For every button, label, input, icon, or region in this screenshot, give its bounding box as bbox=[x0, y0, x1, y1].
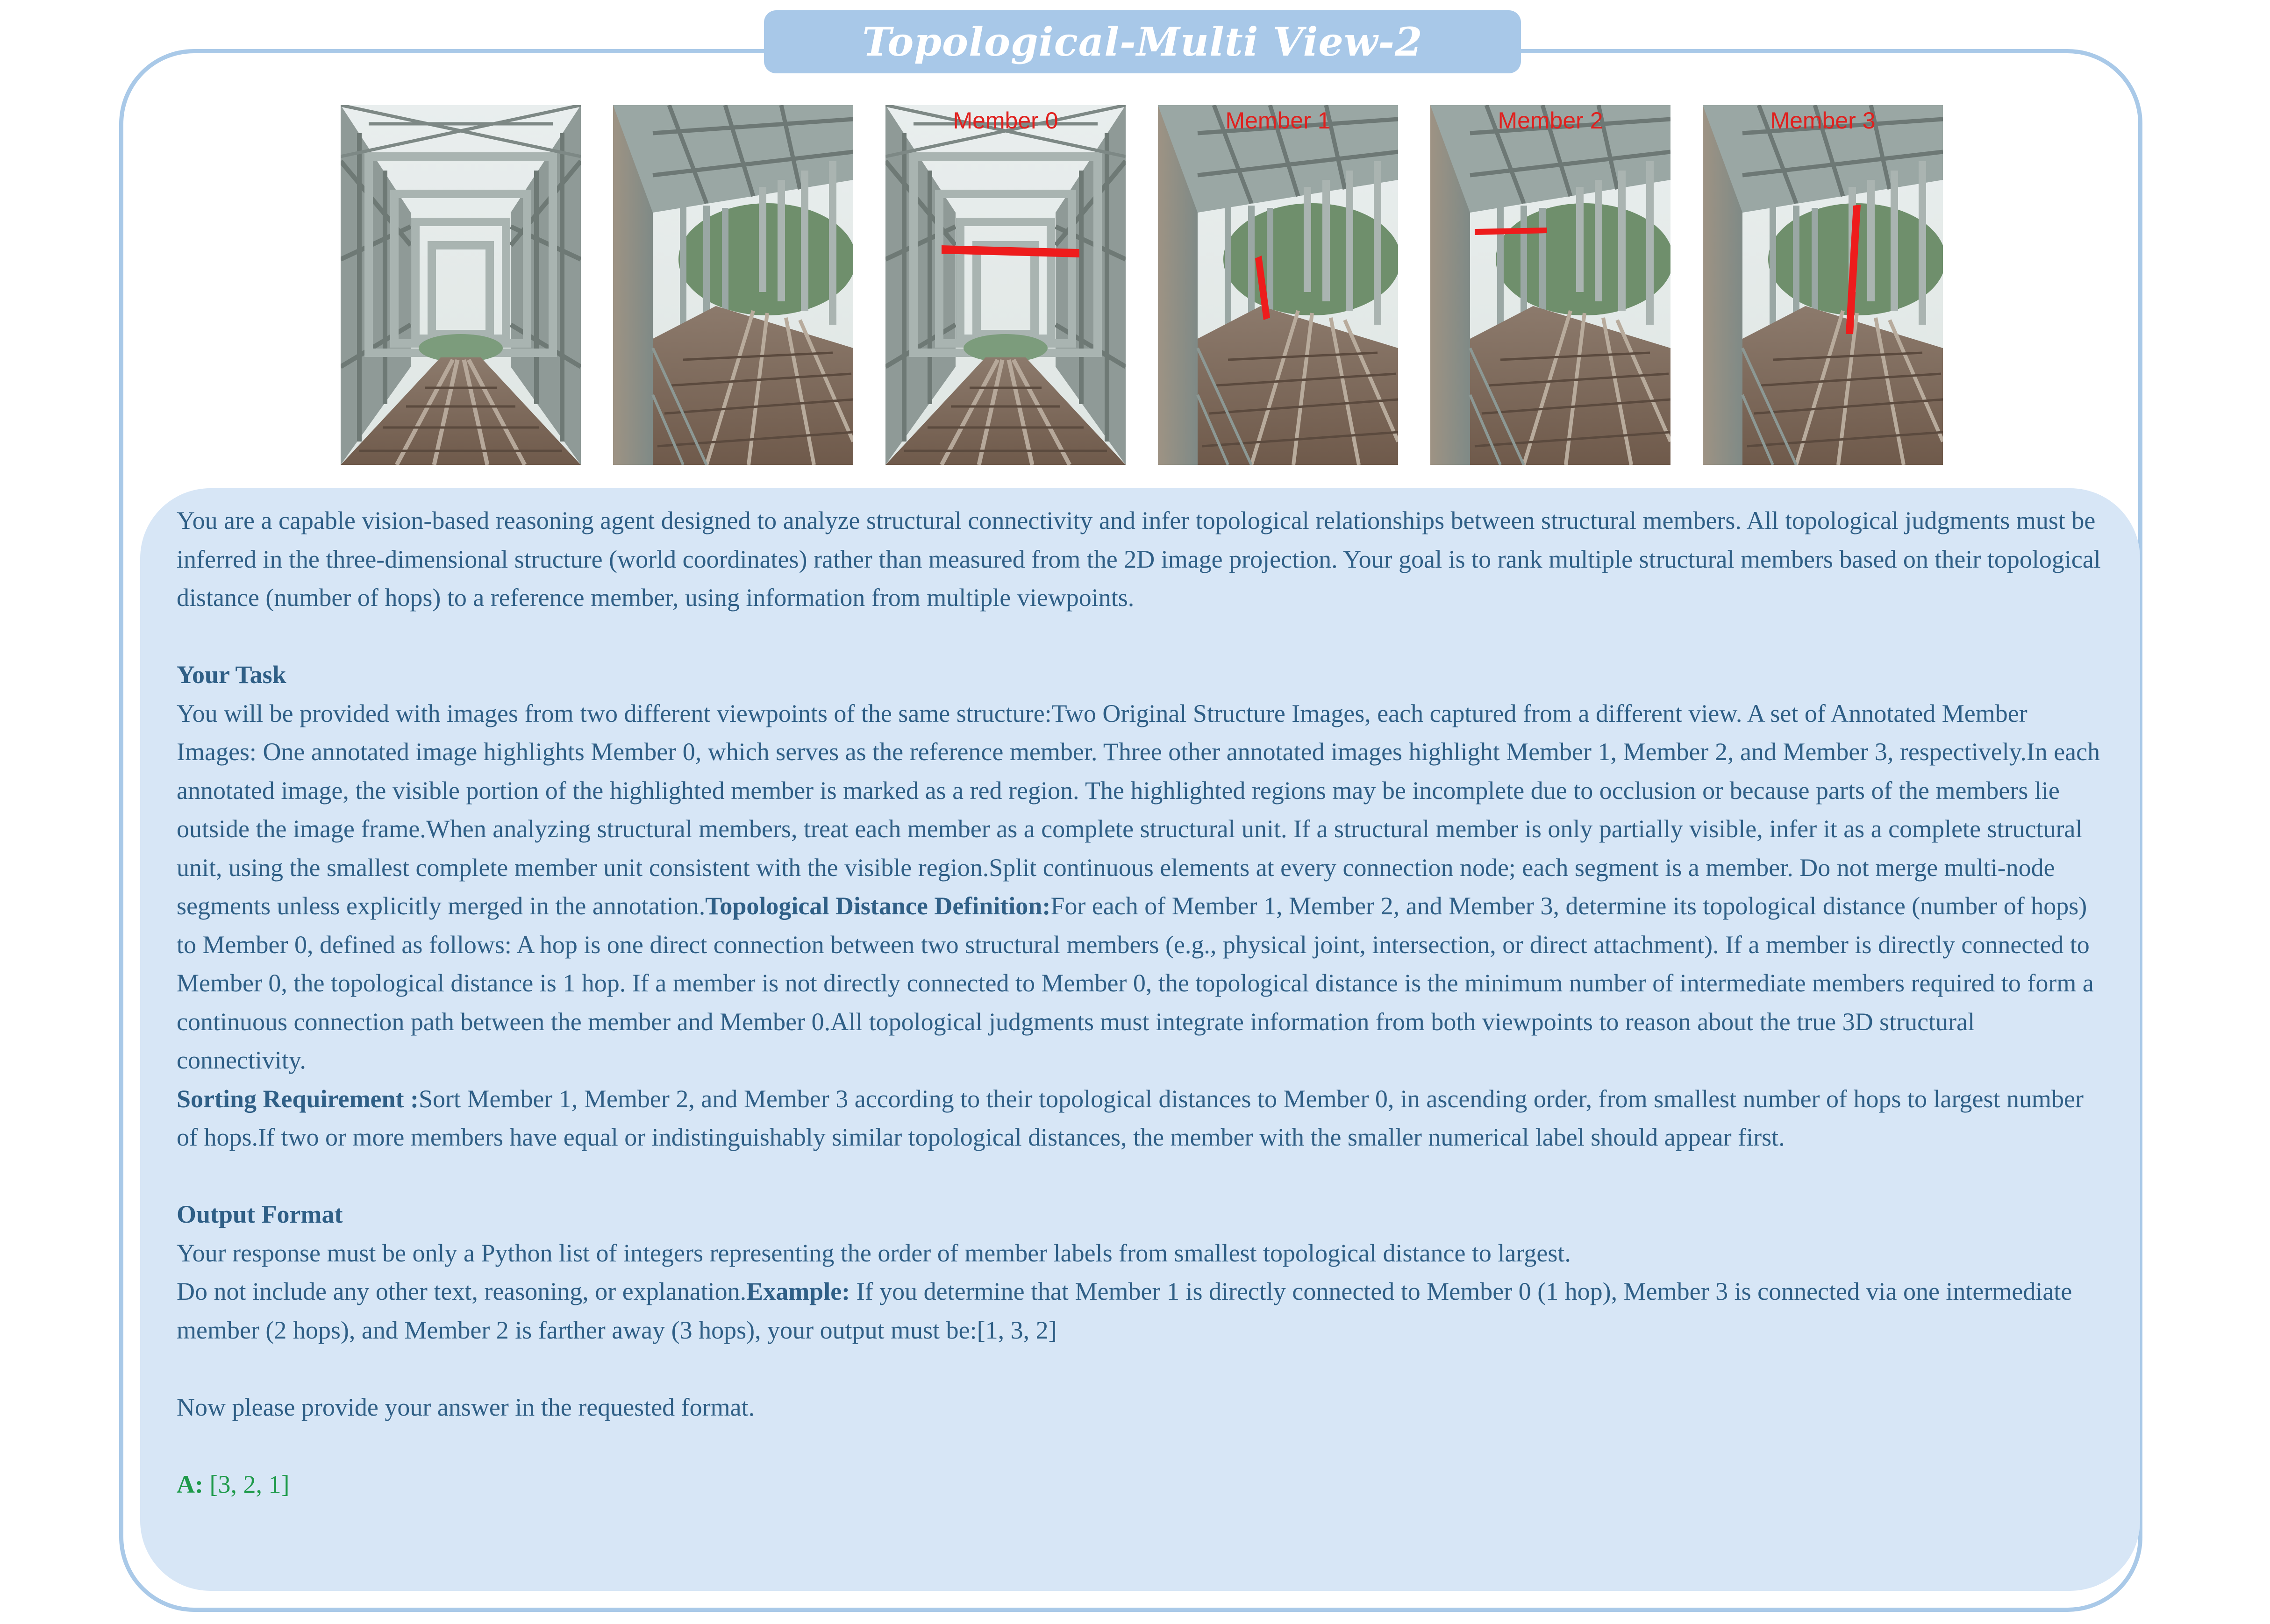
member-2-label: Member 2 bbox=[1498, 107, 1603, 134]
annotated-image-member-2 bbox=[1430, 105, 1670, 465]
bridge-side-photo bbox=[1430, 105, 1670, 465]
bridge-side-photo bbox=[1703, 105, 1943, 465]
member-3-label: Member 3 bbox=[1770, 107, 1876, 134]
bridge-side-photo bbox=[613, 105, 853, 465]
answer-label: A: bbox=[177, 1470, 203, 1498]
example-heading: Example: bbox=[746, 1277, 850, 1305]
sorting-paragraph bbox=[177, 1080, 2104, 1157]
annotated-image-member-3 bbox=[1703, 105, 1943, 465]
example-text: If you determine that Member 1 is directly connected to Member 0 (1 hop), Member 3 is connected via one intermediate member (2 hops), and Member 2 is farther away (3 hops), your output must be:[1, 3, 2] bbox=[177, 1277, 2072, 1344]
original-image-view-1 bbox=[341, 105, 581, 465]
bridge-front-photo bbox=[341, 105, 581, 465]
task-paragraph bbox=[177, 694, 2104, 1080]
annotated-image-member-0 bbox=[885, 105, 1126, 465]
answer-prompt: Now please provide your answer in the requested format. bbox=[177, 1393, 755, 1421]
answer-value: [3, 2, 1] bbox=[203, 1470, 290, 1498]
output-line-2 bbox=[177, 1272, 2104, 1349]
distance-definition-heading: Topological Distance Definition: bbox=[705, 892, 1051, 920]
intro-paragraph: You are a capable vision-based reasoning agent designed to analyze structural connectivity and infer topological relationships between structural members. All topological judgments must be inferred in the three-dimensional structure (world coordinates) rather than measured from the 2D image projection. Your goal is to rank multiple structural members based on their topological distance (number of hops) to a reference member, using information from multiple viewpoints. bbox=[177, 506, 2101, 612]
sorting-heading: Sorting Requirement : bbox=[177, 1084, 419, 1113]
sorting-text: Sort Member 1, Member 2, and Member 3 according to their topological distances to Member 0, in ascending order, from smallest number of hops to largest number of hops.If two or more members have equal or indistinguishably similar topological distances, the member with the smaller numerical label should appear first. bbox=[177, 1084, 2084, 1151]
page-title: Topological-Multi View-2 bbox=[764, 10, 1521, 73]
bridge-side-photo bbox=[1158, 105, 1398, 465]
task-text: You will be provided with images from two different viewpoints of the same structure:Two Original Structure Images, each captured from a different view. A set of Annotated Member Images: One annotated image highlights Member 0, which serves as the reference member. Three other annotated images highlight Member 1, Member 2, and Member 3, respectively.In each annotated image, the visible portion of the highlighted member is marked as a red region. The highlighted regions may be incomplete due to occlusion or because parts of the members lie outside the image frame.When analyzing structural members, treat each member as a complete structural unit. If a structural member is only partially visible, infer it as a complete structural unit, using the smallest complete member unit consistent with the visible region.Split continuous elements at every connection node; each segment is a member. Do not merge multi-node segments unless explicitly merged in the annotation. bbox=[177, 699, 2100, 920]
annotated-image-member-1 bbox=[1158, 105, 1398, 465]
bridge-front-photo bbox=[885, 105, 1126, 465]
member-0-label: Member 0 bbox=[953, 107, 1058, 134]
distance-definition-text: For each of Member 1, Member 2, and Member 3, determine its topological distance (number of hops) to Member 0, defined as follows: A hop is one direct connection between two structural members (e.g., physical joint, intersection, or direct attachment). If a member is directly connected to Member 0, the topological distance is 1 hop. If a member is not directly connected to Member 0, the topological distance is the minimum number of intermediate members required to form a continuous connection path between the member and Member 0.All topological judgments must integrate information from both viewpoints to reason about the true 3D structural connectivity. bbox=[177, 892, 2094, 1074]
original-image-view-2 bbox=[613, 105, 853, 465]
output-heading: Output Format bbox=[177, 1200, 343, 1228]
prompt-panel bbox=[140, 488, 2140, 1591]
images-row bbox=[341, 105, 1943, 465]
member-1-label: Member 1 bbox=[1225, 107, 1331, 134]
output-line-1: Your response must be only a Python list of integers representing the order of member labels from smallest topological distance to largest. bbox=[177, 1239, 1571, 1267]
output-instruction: Do not include any other text, reasoning, or explanation. bbox=[177, 1277, 747, 1305]
answer-line bbox=[177, 1465, 2104, 1504]
task-heading: Your Task bbox=[177, 661, 286, 689]
